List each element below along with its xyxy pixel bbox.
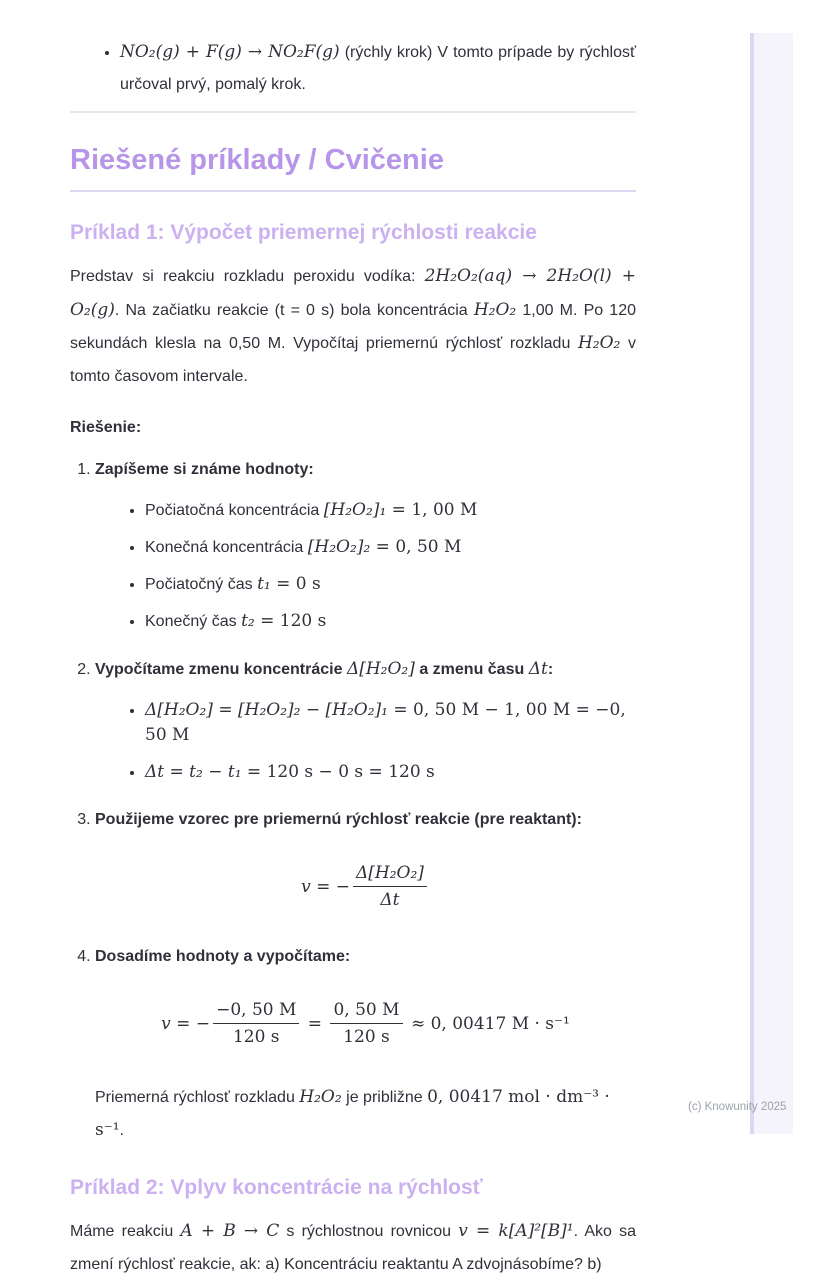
list-item (145, 760, 636, 785)
fraction (330, 1000, 402, 1047)
math-run: t₁ (257, 574, 271, 594)
step-1-title (95, 461, 314, 478)
math-run: t₂ (241, 611, 255, 631)
step-4-title (95, 948, 350, 965)
document-page (70, 0, 636, 1281)
rate-formula (95, 863, 636, 910)
math-run: A + B → C (180, 1221, 280, 1241)
step-2-title (95, 661, 553, 678)
math-run: Δ[H₂O₂] = [H₂O₂]₂ − [H₂O₂]₁ (145, 700, 388, 720)
fraction-numerator: 0, 50 M (330, 1000, 402, 1024)
text-run: a zmenu času (414, 661, 529, 678)
list-item (145, 609, 636, 634)
fraction-denominator: 120 s (232, 1027, 280, 1047)
text-run: v tomto časovom intervale. (70, 335, 636, 385)
list-item (145, 572, 636, 597)
math-run: v = k[A]²[B]¹ (458, 1221, 574, 1241)
math-run: = 0, 50 M − 1, 00 M = −0, 50 M (145, 700, 626, 745)
step-2-bullets (95, 698, 636, 785)
fraction-denominator: Δt (380, 890, 400, 910)
math-run: Δt (528, 659, 548, 679)
text-run: 1,00 M. Po 120 sekundách klesla na 0,50 M. Vypočítaj priemernú rýchlosť rozkladu (70, 301, 637, 352)
math-run: = 0, 50 M (370, 537, 462, 557)
math-run: [H₂O₂]₁ (323, 500, 387, 520)
text-run: je približne (341, 1089, 428, 1106)
step-3-title (95, 811, 582, 828)
list-item (145, 498, 636, 523)
example-1-result (70, 1081, 636, 1147)
page-edge-bar (750, 33, 793, 1134)
math-run: Δt = t₂ − t₁ (145, 762, 242, 782)
text-run: . (119, 1122, 124, 1139)
intro-bullet-list (70, 36, 636, 101)
text-run: Dosadíme hodnoty a vypočítame: (95, 948, 351, 965)
fraction-numerator: −0, 50 M (213, 1000, 299, 1024)
example-2-intro (70, 1215, 636, 1281)
math-run: NO₂(g) + F(g) → NO₂F(g) (120, 42, 340, 62)
text-run: Počiatočný čas (145, 576, 258, 593)
text-run: : (547, 661, 554, 678)
text-run: Konečná koncentrácia (145, 539, 308, 556)
math-run: H₂O₂ (473, 299, 517, 320)
text-run: Konečný čas (145, 613, 242, 630)
text-run: (rýchly krok) V tomto prípade by rýchlosť určoval prvý, pomalý krok. (120, 44, 637, 93)
list-item (145, 698, 636, 748)
step-1 (95, 457, 636, 634)
text-run: Zapíšeme si známe hodnoty: (95, 461, 314, 478)
formula-result: ≈ 0, 00417 M · s⁻¹ (410, 1013, 570, 1034)
example-1-title: Príklad 1: Výpočet priemernej rýchlosti reakcie (70, 221, 537, 244)
formula-lead: v = − (161, 1013, 211, 1034)
math-run: 0, 00417 mol · dm⁻³ · s⁻¹ (95, 1087, 610, 1140)
fraction (353, 863, 427, 910)
math-run: 2H₂O₂(aq) → 2H₂O(l) + O₂(g) (70, 266, 636, 320)
step-2 (95, 656, 636, 785)
formula-equals: = (307, 1013, 323, 1034)
list-item (120, 36, 636, 101)
text-run: Použijeme vzorec pre priemernú rýchlosť reakcie (pre reaktant): (95, 811, 582, 828)
text-run: Máme reakciu (70, 1223, 181, 1240)
text-run: . Na začiatku reakcie (t = 0 s) bola koncentrácia (114, 301, 474, 319)
math-run: = 120 s − 0 s = 120 s (241, 762, 435, 782)
fraction-denominator: 120 s (343, 1027, 390, 1047)
math-run: = 1, 00 M (386, 500, 478, 520)
copyright-watermark: (c) Knowunity 2025 (688, 1101, 787, 1113)
list-item (145, 535, 636, 560)
formula-lead: v = − (301, 876, 350, 897)
math-run: [H₂O₂]₂ (307, 537, 371, 557)
calculation-formula (95, 1000, 636, 1047)
step-4 (95, 944, 636, 1047)
text-run: Predstav si reakciu rozkladu peroxidu vodíka: (70, 268, 425, 285)
solution-label: Riešenie: (70, 419, 142, 436)
math-run: H₂O₂ (299, 1087, 342, 1107)
step-1-bullets (95, 498, 636, 634)
fraction (213, 1000, 299, 1047)
math-run: H₂O₂ (577, 333, 621, 353)
example-2-title: Príklad 2: Vplyv koncentrácie na rýchlosť (70, 1176, 483, 1199)
math-run: Δ[H₂O₂] (346, 659, 415, 679)
example-1-intro (70, 260, 636, 393)
solution-steps (70, 457, 636, 1047)
fraction-numerator: Δ[H₂O₂] (353, 863, 427, 887)
math-run: = 0 s (270, 574, 321, 594)
text-run: Priemerná rýchlosť rozkladu (95, 1089, 300, 1106)
text-run: Počiatočná koncentrácia (145, 502, 324, 519)
math-run: = 120 s (254, 611, 327, 631)
text-run: . Ako sa zmení rýchlosť reakcie, ak: a) Koncentráciu reaktantu A zdvojnásobíme? b) (70, 1223, 637, 1273)
page-title: Riešené príklady / Cvičenie (70, 143, 636, 192)
text-run: s rýchlostnou rovnicou (279, 1223, 459, 1240)
text-run: Vypočítame zmenu koncentrácie (95, 661, 347, 678)
section-divider (70, 111, 636, 113)
step-3 (95, 807, 636, 910)
